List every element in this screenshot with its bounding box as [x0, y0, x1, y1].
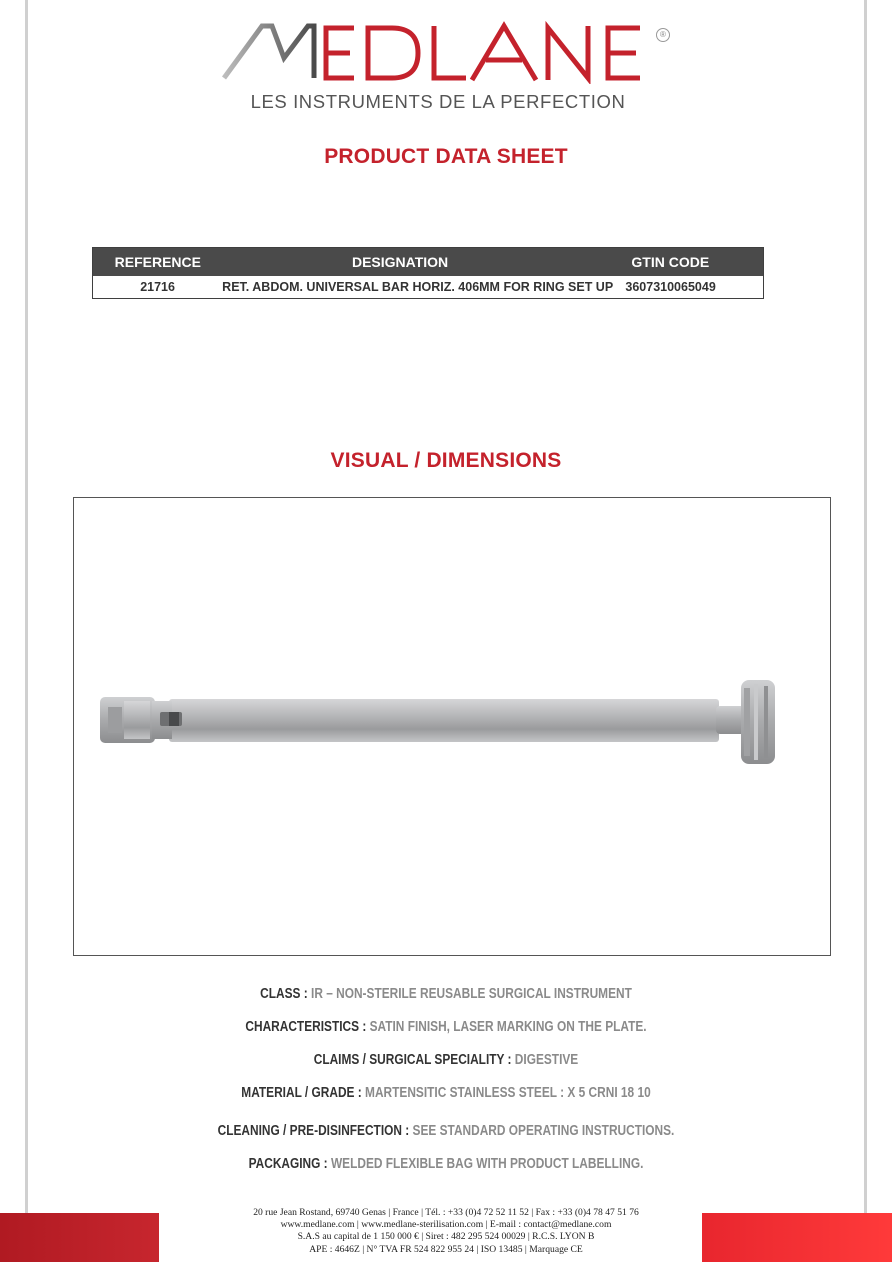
cell-designation: RET. ABDOM. UNIVERSAL BAR HORIZ. 406MM FOR RING SET UP: [222, 280, 614, 294]
spec-value: MARTENSITIC STAINLESS STEEL : X 5 CRNI 18 10: [361, 1085, 651, 1101]
cell-reference: 21716: [140, 280, 175, 294]
footer-company: S.A.S au capital de 1 150 000 € | Siret : 482 295 524 00029 | R.C.S. LYON B: [297, 1231, 595, 1243]
spec-claims: [80, 1052, 811, 1068]
footer-contact: [0, 1207, 892, 1256]
spec-label: PACKAGING :: [248, 1156, 328, 1172]
product-data-sheet-title: PRODUCT DATA SHEET: [324, 145, 568, 168]
brand-tagline: LES INSTRUMENTS DE LA PERFECTION: [250, 91, 626, 112]
page-border-left: [25, 0, 28, 1262]
medlane-logo: [222, 18, 652, 84]
table-row: [93, 276, 763, 298]
header-designation: DESIGNATION: [351, 254, 449, 270]
spec-value: SATIN FINISH, LASER MARKING ON THE PLATE.: [366, 1019, 647, 1035]
table-header-row: [93, 248, 763, 276]
header-gtin-code: GTIN CODE: [631, 254, 710, 270]
spec-label: CLAIMS / SURGICAL SPECIALITY :: [313, 1052, 512, 1068]
footer-address: 20 rue Jean Rostand, 69740 Genas | France | Tél. : +33 (0)4 72 52 11 52 | Fax : +33 (0)4 78 47 51 76: [253, 1207, 639, 1218]
spec-label: CLASS :: [260, 986, 308, 1002]
spec-value: SEE STANDARD OPERATING INSTRUCTIONS.: [409, 1123, 675, 1139]
spec-value: DIGESTIVE: [511, 1052, 579, 1068]
spec-label: CLEANING / PRE-DISINFECTION :: [217, 1123, 410, 1139]
spec-cleaning: [80, 1123, 811, 1139]
product-image: [74, 498, 832, 957]
spec-class: [80, 986, 811, 1002]
footer-registration: APE : 4646Z | N° TVA FR 524 822 955 24 | ISO 13485 | Marquage CE: [309, 1243, 583, 1255]
spec-characteristics: [80, 1019, 811, 1035]
visual-dimensions-title: VISUAL / DIMENSIONS: [330, 449, 562, 472]
reference-table: [92, 247, 764, 299]
spec-label: MATERIAL / GRADE :: [241, 1085, 362, 1101]
footer-web: www.medlane.com | www.medlane-sterilisation.com | E-mail : contact@medlane.com: [280, 1219, 612, 1231]
spec-packaging: [80, 1156, 811, 1172]
spec-material: [80, 1085, 811, 1101]
spec-label: CHARACTERISTICS :: [245, 1019, 367, 1035]
spec-value: WELDED FLEXIBLE BAG WITH PRODUCT LABELLING.: [327, 1156, 644, 1172]
page-border-right: [864, 0, 867, 1262]
registered-mark: ®: [656, 28, 670, 42]
visual-box: [73, 497, 831, 956]
header-reference: REFERENCE: [114, 254, 201, 270]
cell-gtin-code: 3607310065049: [625, 280, 716, 294]
spec-value: IR – NON-STERILE REUSABLE SURGICAL INSTRUMENT: [307, 986, 632, 1002]
